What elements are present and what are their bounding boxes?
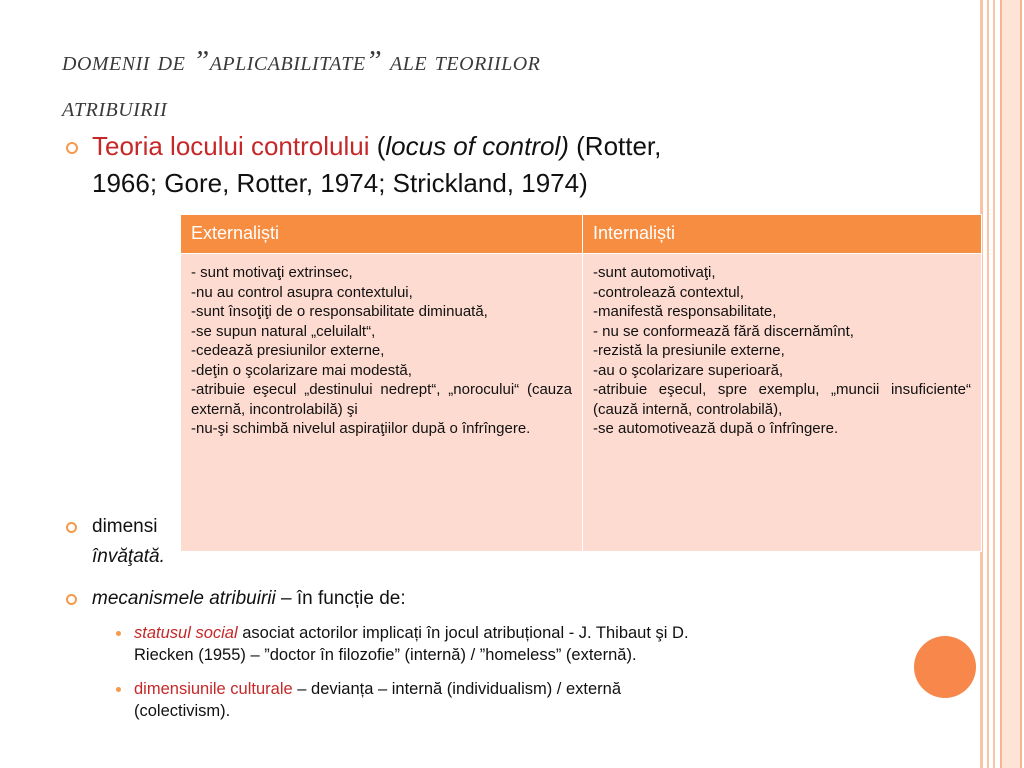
locus-english: locus of control) [385,131,569,161]
ext-item: -deţin o şcolarizare mai modestă, [191,361,412,379]
bullet-dimension-partial [92,515,157,539]
bullet-ring-icon [66,142,78,154]
locus-title: Teoria locului controlului [92,131,370,161]
ext-item: -nu-şi schimbă nivelul aspiraţiilor după o înfrîngere. [191,420,531,437]
ext-item: -nu au control asupra contextului, [191,283,413,301]
decorative-circle [914,636,976,698]
ext-item: - sunt motivaţi extrinsec, [191,264,353,281]
locus-paren: ( [369,131,386,161]
bullet-dimension-line2 [92,545,165,569]
int-item: -au o şcolarizare superioară, [593,361,784,379]
locus-table [180,214,982,552]
dimension-text: dimensi [92,516,158,537]
int-item: -manifestă responsabilitate, [593,303,777,320]
int-item: -atribuie eşecul, spre exemplu, „muncii insuficiente“ (cauză internă, controlabilă), [593,381,971,418]
cell-internalists [583,254,982,552]
locus-citation-start: (Rotter, [568,131,662,161]
header-externalists: Externaliști [181,215,583,254]
cultural-label: dimensiunile culturale [134,680,293,698]
cultural-text: – devianța – internă (individualism) / externă [292,680,622,698]
int-item: -controlează contextul, [593,283,744,301]
bullet-ring-icon [66,594,77,605]
social-status-label: statusul social [134,624,238,642]
ext-item: -se supun natural „celuilalt“, [191,322,376,340]
sub-bullet-social-status [134,622,874,666]
int-item: -rezistă la presiunile externe, [593,342,785,359]
bullet-ring-icon [66,522,77,533]
slide-title [62,38,822,130]
decorative-stripes [976,0,1024,768]
locus-citation-end: 1966; Gore, Rotter, 1974; Strickland, 1974) [92,168,588,198]
ext-item: -atribuie eşecul „destinului nedrept“, „norocului“ (cauza externă, incontrolabilă) şi [191,381,572,418]
int-item: - nu se conformează fără discernămînt, [593,322,854,340]
ext-item: -cedează presiunilor externe, [191,342,385,359]
title-line-2: atribuirii [62,91,168,123]
cultural-line2: (colectivism). [134,702,231,720]
sub-bullet-cultural [134,678,874,722]
header-internalists: Internaliști [583,215,982,254]
bullet-locus-of-control [92,128,852,202]
social-status-text: asociat actorilor implicați în jocul atribuțional - J. Thibaut şi D. [237,624,689,642]
ext-item: -sunt însoţiţi de o responsabilitate diminuată, [191,303,488,320]
social-status-line2: Riecken (1955) – ”doctor în filozofie” (internă) / ”homeless” (externă). [134,646,637,664]
cell-externalists [181,254,583,552]
sub-bullet-dot-icon [116,687,121,692]
title-line-1: domenii de ”aplicabilitate” ale teoriilor [62,45,541,77]
bullet-mechanisms [92,587,406,611]
int-item: -sunt automotivaţi, [593,264,716,281]
int-item: -se automotivează după o înfrîngere. [593,420,839,437]
sub-bullet-dot-icon [116,631,121,636]
mechanisms-rest: – în funcție de: [275,588,406,609]
mechanisms-title: mecanismele atribuirii [92,588,276,609]
dimension-learned: învăţată. [92,546,165,567]
